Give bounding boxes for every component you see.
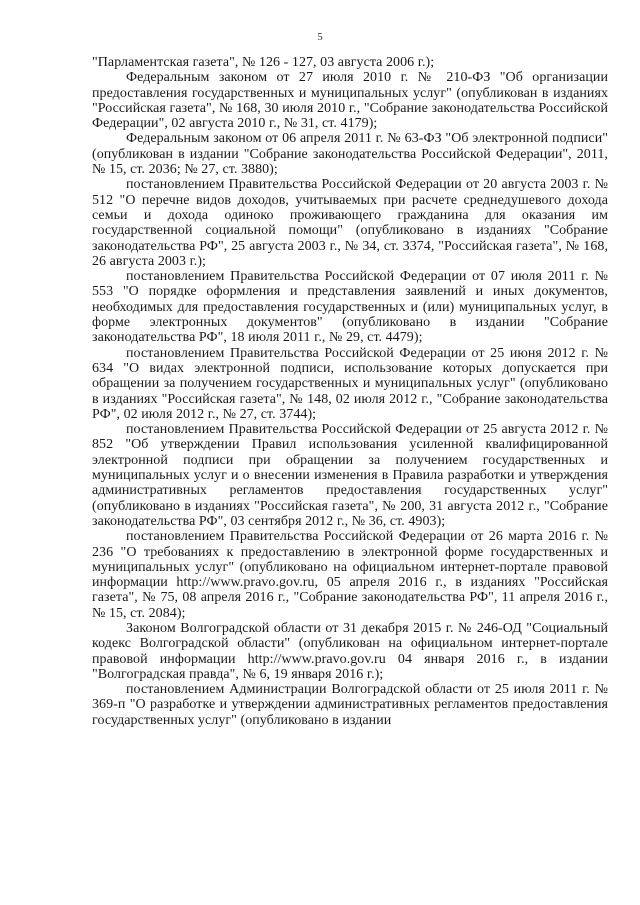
page-number: 5 xyxy=(317,31,323,43)
paragraph-resolution-236: постановлением Правительства Российской Федерации от 26 марта 2016 г. № 236 "О требованиях к предоставлению в электронной форме государственных и муниципальных услуг" (опубликовано на официальном интернет-портале правовой информации http://www.pravo.gov.ru, 05 апреля 2016 г., в изданиях "Российская газета", № 75, 08 апреля 2016 г., "Собрание законодательства РФ", 11 апреля 2016 г., № 15, ст. 2084); xyxy=(92,529,608,621)
paragraph-resolution-553: постановлением Правительства Российской Федерации от 07 июля 2011 г. № 553 "О порядке оформления и представления заявлений и иных документов, необходимых для предоставления государственных и (или) муниципальных услуг, в форме электронных документов" (опубликовано в издании "Собрание законодательства РФ", 18 июля 2011 г., № 29, ст. 4479); xyxy=(92,269,608,346)
paragraph-continuation: "Парламентская газета", № 126 - 127, 03 августа 2006 г.); xyxy=(92,55,435,70)
paragraph-resolution-634: постановлением Правительства Российской Федерации от 25 июня 2012 г. № 634 "О видах электронной подписи, использование которых допускается при обращении за получением государственных и муниципальных услуг" (опубликовано в изданиях "Российская газета", № 148, 02 июля 2012 г., "Собрание законодательства РФ", 02 июля 2012 г., № 27, ст. 3744); xyxy=(92,345,608,422)
document-body xyxy=(92,55,608,728)
paragraph-federal-law-63: Федеральным законом от 06 апреля 2011 г. № 63-ФЗ "Об электронной подписи" (опубликован в издании "Собрание законодательства Российской Федерации", 2011, № 15, ст. 2036; № 27, ст. 3880); xyxy=(92,131,608,178)
paragraph-regional-resolution-369: постановлением Администрации Волгоградской области от 25 июля 2011 г. № 369-п "О разработке и утверждении административных регламентов предоставления государственных услуг" (опубликовано в издании xyxy=(92,682,608,728)
paragraph-regional-law-246: Законом Волгоградской области от 31 декабря 2015 г. № 246-ОД "Социальный кодекс Волгоградской области" (опубликован на официальном интернет-портале правовой информации http://www.pravo.gov.ru 04 января 2016 г., в издании "Волгоградская правда", № 6, 19 января 2016 г.); xyxy=(92,620,608,682)
paragraph-federal-law-210: Федеральным законом от 27 июля 2010 г. № 210-ФЗ "Об организации предоставления государственных и муниципальных услуг" (опубликован в изданиях "Российская газета", № 168, 30 июля 2010 г., "Собрание законодательства Российской Федерации", 02 августа 2010 г., № 31, ст. 4179); xyxy=(92,70,608,132)
paragraph-resolution-852: постановлением Правительства Российской Федерации от 25 августа 2012 г. № 852 "Об утверждении Правил использования усиленной квалифицированной электронной подписи при обращении за получением государственных и муниципальных услуг и о внесении изменения в Правила разработки и утверждения административных регламентов предоставления государственных услуг" (опубликовано в изданиях "Российская газета", № 200, 31 августа 2012 г., "Собрание законодательства РФ", 03 сентября 2012 г., № 36, ст. 4903); xyxy=(92,422,608,529)
paragraph-resolution-512: постановлением Правительства Российской Федерации от 20 августа 2003 г. № 512 "О перечне видов доходов, учитываемых при расчете среднедушевого дохода семьи и дохода одиноко проживающего гражданина для оказания им государственной социальной помощи" (опубликовано в изданиях "Собрание законодательства РФ", 25 августа 2003 г., № 34, ст. 3374, "Российская газета", № 168, 26 августа 2003 г.); xyxy=(92,177,608,269)
